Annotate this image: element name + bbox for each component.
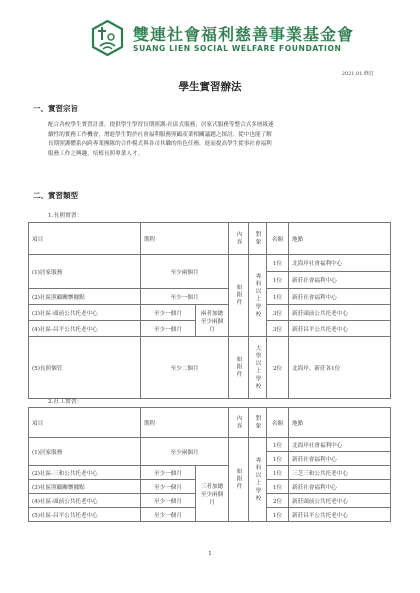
header-content: 內容 — [229, 223, 249, 255]
table-row: (5)社區-昌平公共托老中心 至少一個月 1位 新莊昌平公共托老中心 — [29, 508, 391, 522]
table-row: (1)居家服務 至少兩個月 如附件 專科以上學校 1位 北海岸社會福利中心 — [29, 438, 391, 452]
table-row: 1位 新莊社會福利中心 — [29, 452, 391, 466]
header-quota: 名額 — [267, 223, 289, 255]
revision-date: 2021.01.修訂 — [341, 71, 374, 77]
org-name-en: SUANG LIEN SOCIAL WELFARE FOUNDATION — [133, 44, 342, 53]
header-target: 對象 — [249, 408, 267, 438]
header-period: 期程 — [141, 408, 229, 438]
section-heading-purpose: 一、實習宗旨 — [33, 104, 78, 113]
social-work-internship-table — [28, 407, 391, 522]
subsection-label-social-work: 2.社工實習： — [48, 399, 83, 405]
header-period: 期程 — [141, 223, 229, 255]
header-quota: 名額 — [267, 408, 289, 438]
section-heading-types: 二、實習類型 — [33, 191, 78, 200]
header-item: 項目 — [29, 223, 141, 255]
purpose-paragraph — [48, 121, 388, 159]
subsection-label-ltc: 1.長照實習： — [48, 213, 83, 219]
ltc-internship-table — [28, 222, 391, 399]
table-row: (3)社區照顧關懷據點 至少一個月 1位 新莊社會福利中心 — [29, 480, 391, 494]
table-row: 1位 新莊社會福利中心 — [29, 272, 391, 289]
table-row: (2)社區-三和公共托老中心 至少一個月 三者加總至少兩個月 1位 三芝三和公共托老中心 — [29, 466, 391, 480]
purpose-line: 長期照護體系內跨專業團隊的合作模式與各司其職的角色任務，進而提高學生從事社會福利 — [48, 141, 272, 147]
foundation-logo-icon — [91, 20, 124, 56]
header-target: 對象 — [249, 223, 267, 255]
purpose-line: 續性的實務工作機會，增進學生對於社會福利服務照顧產業相關議題之探討，從中也能了解 — [48, 131, 272, 138]
page-number: 1 — [208, 551, 212, 557]
header-place: 地點 — [289, 408, 391, 438]
table-row: (1)居家服務 至少兩個月 如附件 專科以上學校 1位 北海岸社會福利中心 — [29, 255, 391, 272]
org-name-cn: 雙連社會福利慈善事業基金會 — [133, 25, 355, 44]
purpose-line: 配合各校學生實習計畫，提供學生學習長期照護-社區式服務，居家式服務等整合式多層級連 — [48, 122, 274, 128]
page-title: 學生實習辦法 — [178, 81, 242, 93]
table-row: (4)社區-昌平公共托老中心 至少一個月 3位 新莊昌平公共托老中心 — [29, 321, 391, 337]
table-row: (5)長照個管 至少二個月 如附件 大學以上學校 2位 北海岸、新莊各1位 — [29, 337, 391, 399]
table-row: (2)社區照顧關懷據點 至少一個月 1位 新莊社會福利中心 — [29, 289, 391, 305]
header-item: 項目 — [29, 408, 141, 438]
header-place: 地點 — [289, 223, 391, 255]
purpose-line: 服務工作之興趣，培植長照專業人才。 — [48, 150, 144, 157]
table-row: (3)社區-頭前公共托老中心 至少一個月 兩者加總至少兩個月 3位 新莊頭前公共托老中心 — [29, 305, 391, 321]
header-content: 內容 — [229, 408, 249, 438]
table-row: (4)社區-頭前公共托老中心 至少一個月 2位 新莊頭前公共托老中心 — [29, 494, 391, 508]
